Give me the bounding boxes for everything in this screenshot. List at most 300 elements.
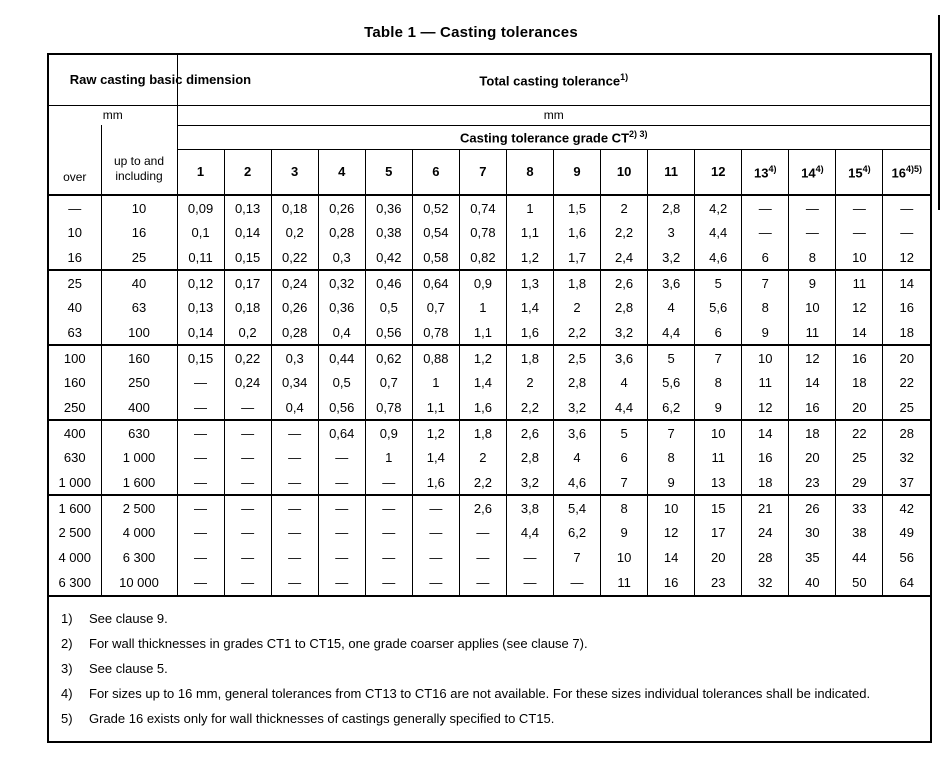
tolerance-value-cell: — — [271, 545, 318, 570]
tolerance-value-cell: — — [177, 370, 224, 395]
tolerance-value-cell: — — [177, 445, 224, 470]
over-cell: 400 — [49, 420, 101, 445]
tolerance-value-cell: 3,6 — [601, 345, 648, 370]
tolerance-value-cell: 3,6 — [554, 420, 601, 445]
tolerance-value-cell: 0,88 — [412, 345, 459, 370]
tolerance-value-cell: 0,14 — [177, 320, 224, 345]
footnote — [61, 706, 920, 731]
tolerance-value-cell: 0,13 — [177, 295, 224, 320]
tolerance-value-cell: 0,4 — [271, 395, 318, 420]
table-row — [49, 395, 930, 420]
tolerance-value-cell: 3,8 — [506, 495, 553, 520]
tolerance-value-cell: 1,8 — [506, 345, 553, 370]
table-row — [49, 320, 930, 345]
tolerance-value-cell: 20 — [836, 395, 883, 420]
tolerance-value-cell: 0,24 — [224, 370, 271, 395]
tolerance-value-cell: 0,09 — [177, 195, 224, 220]
tolerance-value-cell: 3,2 — [601, 320, 648, 345]
upto-cell: 2 500 — [101, 495, 177, 520]
upto-column-label: up to and including — [113, 154, 165, 183]
over-cell: 250 — [49, 395, 101, 420]
tolerance-value-cell: 2 — [554, 295, 601, 320]
footnote-marker: 2) — [61, 636, 73, 651]
over-column-header: over — [49, 125, 101, 195]
tolerance-value-cell: 2 — [601, 195, 648, 220]
grade-header — [177, 125, 930, 149]
tolerance-value-cell: 0,54 — [412, 220, 459, 245]
tolerance-value-cell: 14 — [742, 420, 789, 445]
tolerance-value-cell: 0,34 — [271, 370, 318, 395]
grade-column-header: 1 — [177, 149, 224, 195]
tolerance-value-cell: 1,6 — [506, 320, 553, 345]
tolerance-value-cell: — — [836, 220, 883, 245]
tolerance-value-cell: 32 — [742, 570, 789, 595]
tolerance-value-cell: 18 — [742, 470, 789, 495]
tolerance-value-cell: 0,38 — [365, 220, 412, 245]
tolerance-value-cell: 1,6 — [554, 220, 601, 245]
tolerance-value-cell: 1,2 — [459, 345, 506, 370]
tolerance-value-cell: 9 — [742, 320, 789, 345]
tolerance-value-cell: 2,6 — [459, 495, 506, 520]
tolerance-value-cell: — — [271, 570, 318, 595]
tolerance-value-cell: 2,8 — [506, 445, 553, 470]
tolerance-value-cell: 4,2 — [695, 195, 742, 220]
tolerance-value-cell: 24 — [742, 520, 789, 545]
footnote-text: Grade 16 exists only for wall thicknesses of castings generally specified to CT15. — [89, 711, 555, 726]
over-cell: 63 — [49, 320, 101, 345]
tolerance-value-cell: — — [459, 520, 506, 545]
tolerance-value-cell: 0,15 — [224, 245, 271, 270]
tolerance-value-cell: 25 — [836, 445, 883, 470]
tolerance-value-cell: 1 — [506, 195, 553, 220]
table-row — [49, 295, 930, 320]
tolerance-value-cell: — — [883, 220, 930, 245]
tolerance-value-cell: 10 — [695, 420, 742, 445]
tolerance-value-cell: — — [224, 420, 271, 445]
tolerance-value-cell: 8 — [601, 495, 648, 520]
tolerance-value-cell: 3 — [648, 220, 695, 245]
tolerance-value-cell: 16 — [789, 395, 836, 420]
tolerance-value-cell: 20 — [789, 445, 836, 470]
tolerance-value-cell: 13 — [695, 470, 742, 495]
tolerance-value-cell: 16 — [742, 445, 789, 470]
tolerance-value-cell: 18 — [836, 370, 883, 395]
grade-header-title: Casting tolerance grade CT — [459, 130, 630, 146]
tolerance-value-cell: 16 — [836, 345, 883, 370]
tolerance-value-cell: — — [365, 570, 412, 595]
tolerance-value-cell: 0,7 — [365, 370, 412, 395]
tolerance-value-cell: 11 — [789, 320, 836, 345]
tolerance-value-cell: 8 — [789, 245, 836, 270]
tolerance-value-cell: — — [412, 545, 459, 570]
tolerance-value-cell: 2,6 — [506, 420, 553, 445]
table-row — [49, 495, 930, 520]
tolerance-value-cell: 11 — [601, 570, 648, 595]
tolerance-value-cell: 0,78 — [412, 320, 459, 345]
tolerance-value-cell: — — [224, 545, 271, 570]
total-tolerance-title: Total casting tolerance — [479, 72, 621, 88]
footnote-marker: 4) — [61, 686, 73, 701]
tolerance-value-cell: 9 — [789, 270, 836, 295]
tolerance-value-cell: 0,28 — [318, 220, 365, 245]
tolerance-value-cell: 6,2 — [554, 520, 601, 545]
tolerance-value-cell: 20 — [883, 345, 930, 370]
grade-column-header: 6 — [412, 149, 459, 195]
tolerance-value-cell: 64 — [883, 570, 930, 595]
tolerance-value-cell: 4,4 — [695, 220, 742, 245]
grade-column-header: 8 — [506, 149, 553, 195]
footnote-text: For sizes up to 16 mm, general tolerances from CT13 to CT16 are not available. For these sizes individual tolerances shall be indicated. — [89, 686, 871, 701]
tolerance-value-cell: 2,2 — [459, 470, 506, 495]
tolerance-value-cell: 25 — [883, 395, 930, 420]
tolerance-value-cell: — — [271, 495, 318, 520]
upto-cell: 400 — [101, 395, 177, 420]
tolerance-value-cell: 12 — [742, 395, 789, 420]
tolerance-value-cell: 0,26 — [318, 195, 365, 220]
upto-cell: 100 — [101, 320, 177, 345]
tolerance-value-cell: 5 — [695, 270, 742, 295]
tolerance-value-cell: — — [177, 545, 224, 570]
footnote-ref-2-3: 2) 3) — [629, 128, 648, 139]
tolerance-value-cell: 0,78 — [459, 220, 506, 245]
tolerance-value-cell: 12 — [648, 520, 695, 545]
tolerance-value-cell: 0,64 — [318, 420, 365, 445]
footnote-ref-1: 1) — [620, 71, 629, 82]
grade-column-header: 14$^{4)}$ — [789, 149, 836, 195]
tolerance-value-cell: 22 — [836, 420, 883, 445]
tolerance-value-cell: 42 — [883, 495, 930, 520]
tolerance-value-cell: — — [883, 195, 930, 220]
tolerance-value-cell: 17 — [695, 520, 742, 545]
tolerance-value-cell: 3,2 — [506, 470, 553, 495]
over-cell: 16 — [49, 245, 101, 270]
tolerance-value-cell: — — [224, 570, 271, 595]
table-row — [49, 570, 930, 595]
tolerance-value-cell: — — [177, 520, 224, 545]
tolerance-value-cell: 6 — [695, 320, 742, 345]
raw-dimension-header — [49, 55, 252, 105]
tolerance-value-cell: 1,5 — [554, 195, 601, 220]
tolerance-value-cell: 5,4 — [554, 495, 601, 520]
tolerance-value-cell: 0,5 — [318, 370, 365, 395]
tolerance-value-cell: 2,2 — [506, 395, 553, 420]
footnote-ref: 4)5) — [905, 163, 922, 174]
tolerance-value-cell: — — [224, 470, 271, 495]
tolerance-value-cell: 5 — [648, 345, 695, 370]
upto-cell: 16 — [101, 220, 177, 245]
header-row-units — [49, 105, 930, 125]
tolerance-value-cell: 12 — [883, 245, 930, 270]
tolerance-value-cell: 44 — [836, 545, 883, 570]
tolerance-value-cell: 7 — [742, 270, 789, 295]
over-cell: 6 300 — [49, 570, 101, 595]
grade-column-header: 11 — [648, 149, 695, 195]
tolerance-value-cell: 1 — [412, 370, 459, 395]
tolerance-value-cell: — — [412, 520, 459, 545]
grade-column-header: 9 — [554, 149, 601, 195]
tolerance-value-cell: 4,4 — [601, 395, 648, 420]
over-cell: 100 — [49, 345, 101, 370]
upto-cell: 10 — [101, 195, 177, 220]
tolerance-value-cell: 0,9 — [365, 420, 412, 445]
tolerance-value-cell: 28 — [883, 420, 930, 445]
tolerance-value-cell: 35 — [789, 545, 836, 570]
tolerance-value-cell: 0,78 — [365, 395, 412, 420]
tolerance-value-cell: 1,3 — [506, 270, 553, 295]
tolerance-value-cell: 1,1 — [506, 220, 553, 245]
footnote — [61, 606, 920, 631]
tolerance-value-cell: 49 — [883, 520, 930, 545]
tolerance-value-cell: 0,36 — [365, 195, 412, 220]
tolerance-value-cell: 12 — [789, 345, 836, 370]
table-row — [49, 545, 930, 570]
over-cell: 10 — [49, 220, 101, 245]
tolerance-value-cell: 8 — [695, 370, 742, 395]
tolerance-value-cell: — — [271, 420, 318, 445]
tolerance-value-cell: 22 — [883, 370, 930, 395]
total-tolerance-unit: mm — [177, 105, 930, 125]
tolerance-value-cell: 9 — [648, 470, 695, 495]
upto-cell: 630 — [101, 420, 177, 445]
grade-column-header: 15$^{4)}$ — [836, 149, 883, 195]
tolerance-value-cell: 16 — [648, 570, 695, 595]
tolerance-value-cell: — — [224, 495, 271, 520]
upto-cell: 1 600 — [101, 470, 177, 495]
tolerance-value-cell: 0,56 — [365, 320, 412, 345]
tolerance-value-cell: 8 — [648, 445, 695, 470]
tolerance-value-cell: 2 — [506, 370, 553, 395]
tolerance-value-cell: 0,17 — [224, 270, 271, 295]
tolerance-value-cell: 2 — [459, 445, 506, 470]
tolerance-value-cell: — — [318, 470, 365, 495]
tolerance-value-cell: 1 — [459, 295, 506, 320]
tolerance-value-cell: — — [412, 570, 459, 595]
tolerance-value-cell: 0,15 — [177, 345, 224, 370]
over-cell: 25 — [49, 270, 101, 295]
tolerance-value-cell: 3,2 — [648, 245, 695, 270]
tolerance-value-cell: — — [177, 470, 224, 495]
tolerance-value-cell: 11 — [742, 370, 789, 395]
grade-number-row — [49, 149, 930, 195]
tolerance-value-cell: 2,8 — [554, 370, 601, 395]
upto-cell: 10 000 — [101, 570, 177, 595]
tolerance-value-cell: 16 — [883, 295, 930, 320]
scan-artifact-line — [938, 15, 940, 210]
tolerance-value-cell: 0,52 — [412, 195, 459, 220]
tolerance-value-cell: 2,4 — [601, 245, 648, 270]
tolerance-value-cell: 40 — [789, 570, 836, 595]
tolerance-value-cell: 3,2 — [554, 395, 601, 420]
tolerance-value-cell: 5,6 — [648, 370, 695, 395]
tolerance-value-cell: 0,24 — [271, 270, 318, 295]
header-row-titles — [49, 55, 930, 105]
tolerance-value-cell: 56 — [883, 545, 930, 570]
tolerance-value-cell: 11 — [695, 445, 742, 470]
tolerance-value-cell: 14 — [648, 545, 695, 570]
tolerance-value-cell: 1,4 — [459, 370, 506, 395]
tolerance-value-cell: 14 — [789, 370, 836, 395]
tolerance-value-cell: 0,32 — [318, 270, 365, 295]
tolerance-value-cell: 26 — [789, 495, 836, 520]
tolerance-value-cell: 5,6 — [695, 295, 742, 320]
tolerance-value-cell: 0,11 — [177, 245, 224, 270]
tolerance-value-cell: 0,14 — [224, 220, 271, 245]
tolerance-value-cell: 0,22 — [271, 245, 318, 270]
tolerance-value-cell: 10 — [836, 245, 883, 270]
tolerance-value-cell: 0,3 — [318, 245, 365, 270]
table-row — [49, 370, 930, 395]
tolerance-value-cell: 1,4 — [412, 445, 459, 470]
grade-column-header: 4 — [318, 149, 365, 195]
footnote-marker: 3) — [61, 661, 73, 676]
tolerance-value-cell: 50 — [836, 570, 883, 595]
tolerance-value-cell: — — [506, 570, 553, 595]
over-cell: 1 600 — [49, 495, 101, 520]
total-tolerance-header — [177, 55, 930, 105]
tolerance-value-cell: 18 — [883, 320, 930, 345]
footnote-ref: 4) — [815, 163, 824, 174]
tolerance-value-cell: 0,18 — [224, 295, 271, 320]
tolerance-value-cell: 0,2 — [271, 220, 318, 245]
over-cell: 2 500 — [49, 520, 101, 545]
footnote-text: For wall thicknesses in grades CT1 to CT15, one grade coarser applies (see clause 7). — [89, 636, 588, 651]
tolerance-value-cell: — — [836, 195, 883, 220]
over-cell: 40 — [49, 295, 101, 320]
tolerance-value-cell: 33 — [836, 495, 883, 520]
table-row — [49, 420, 930, 445]
tolerance-value-cell: 20 — [695, 545, 742, 570]
table-row — [49, 195, 930, 220]
tolerance-value-cell: 30 — [789, 520, 836, 545]
footnote — [61, 631, 920, 656]
footnote-ref: 4) — [768, 163, 777, 174]
tolerance-value-cell: — — [177, 395, 224, 420]
tolerance-value-cell: 2,8 — [601, 295, 648, 320]
table-row — [49, 470, 930, 495]
tolerance-value-cell: 0,62 — [365, 345, 412, 370]
grade-column-header: 13$^{4)}$ — [742, 149, 789, 195]
footnote-text: See clause 9. — [89, 611, 168, 626]
tolerance-value-cell: 4 — [648, 295, 695, 320]
tolerance-value-cell: 10 — [742, 345, 789, 370]
tolerance-value-cell: 21 — [742, 495, 789, 520]
over-cell: 160 — [49, 370, 101, 395]
tolerance-value-cell: — — [271, 520, 318, 545]
tolerance-value-cell: 0,7 — [412, 295, 459, 320]
tolerance-value-cell: 0,64 — [412, 270, 459, 295]
tolerance-value-cell: 10 — [648, 495, 695, 520]
upto-cell: 250 — [101, 370, 177, 395]
tolerance-value-cell: 1,1 — [459, 320, 506, 345]
tolerance-value-cell: 38 — [836, 520, 883, 545]
tolerance-value-cell: 32 — [883, 445, 930, 470]
tolerance-value-cell: — — [318, 545, 365, 570]
tolerance-value-cell: 29 — [836, 470, 883, 495]
tolerance-value-cell: 1,6 — [459, 395, 506, 420]
grade-column-header: 3 — [271, 149, 318, 195]
tolerance-value-cell: 0,44 — [318, 345, 365, 370]
tolerance-value-cell: 2,2 — [554, 320, 601, 345]
upto-cell: 40 — [101, 270, 177, 295]
tolerance-value-cell: 0,4 — [318, 320, 365, 345]
tolerance-value-cell: — — [318, 520, 365, 545]
over-cell: 4 000 — [49, 545, 101, 570]
footnote-ref: 4) — [862, 163, 871, 174]
tolerance-value-cell: 37 — [883, 470, 930, 495]
table-header — [49, 55, 930, 195]
tolerance-value-cell: 1,6 — [412, 470, 459, 495]
tolerance-value-cell: 6 — [742, 245, 789, 270]
tolerance-value-cell: 14 — [883, 270, 930, 295]
tolerance-value-cell: — — [789, 220, 836, 245]
tolerance-value-cell: — — [506, 545, 553, 570]
table-row — [49, 345, 930, 370]
tolerance-value-cell: 1,1 — [412, 395, 459, 420]
footnotes — [49, 595, 930, 741]
table-body — [49, 195, 930, 595]
tolerance-value-cell: 2,5 — [554, 345, 601, 370]
tolerance-value-cell: 1,4 — [506, 295, 553, 320]
tolerance-value-cell: 10 — [789, 295, 836, 320]
tolerance-value-cell: 6,2 — [648, 395, 695, 420]
table-row — [49, 245, 930, 270]
tolerance-value-cell: 0,12 — [177, 270, 224, 295]
tolerance-value-cell: 0,58 — [412, 245, 459, 270]
footnote-text: See clause 5. — [89, 661, 168, 676]
tolerance-value-cell: — — [789, 195, 836, 220]
tolerance-value-cell: 3,6 — [648, 270, 695, 295]
over-cell: — — [49, 195, 101, 220]
tolerance-value-cell: 0,56 — [318, 395, 365, 420]
tolerance-value-cell: — — [554, 570, 601, 595]
casting-tolerances-table — [49, 55, 930, 595]
over-cell: 630 — [49, 445, 101, 470]
tolerance-value-cell: 9 — [695, 395, 742, 420]
tolerance-value-cell: 4,6 — [695, 245, 742, 270]
tolerance-value-cell: — — [177, 420, 224, 445]
tolerance-value-cell: 7 — [695, 345, 742, 370]
tolerance-value-cell: — — [365, 495, 412, 520]
tolerance-value-cell: 2,2 — [601, 220, 648, 245]
table-container — [47, 53, 932, 743]
upto-cell: 4 000 — [101, 520, 177, 545]
tolerance-value-cell: 11 — [836, 270, 883, 295]
upto-column-header — [101, 125, 177, 195]
tolerance-value-cell: 0,26 — [271, 295, 318, 320]
tolerance-value-cell: 0,9 — [459, 270, 506, 295]
upto-cell: 1 000 — [101, 445, 177, 470]
tolerance-value-cell: — — [318, 570, 365, 595]
tolerance-value-cell: 0,36 — [318, 295, 365, 320]
tolerance-value-cell: 9 — [601, 520, 648, 545]
table-row — [49, 270, 930, 295]
tolerance-value-cell: 5 — [601, 420, 648, 445]
tolerance-value-cell: — — [224, 520, 271, 545]
grade-column-header: 12 — [695, 149, 742, 195]
tolerance-value-cell: — — [365, 470, 412, 495]
tolerance-value-cell: — — [459, 545, 506, 570]
tolerance-value-cell: — — [177, 495, 224, 520]
tolerance-value-cell: 2,6 — [601, 270, 648, 295]
tolerance-value-cell: — — [412, 495, 459, 520]
tolerance-value-cell: 1,2 — [506, 245, 553, 270]
table-row — [49, 445, 930, 470]
footnote — [61, 656, 920, 681]
footnote — [61, 681, 920, 706]
tolerance-value-cell: 8 — [742, 295, 789, 320]
tolerance-value-cell: 0,28 — [271, 320, 318, 345]
upto-cell: 63 — [101, 295, 177, 320]
